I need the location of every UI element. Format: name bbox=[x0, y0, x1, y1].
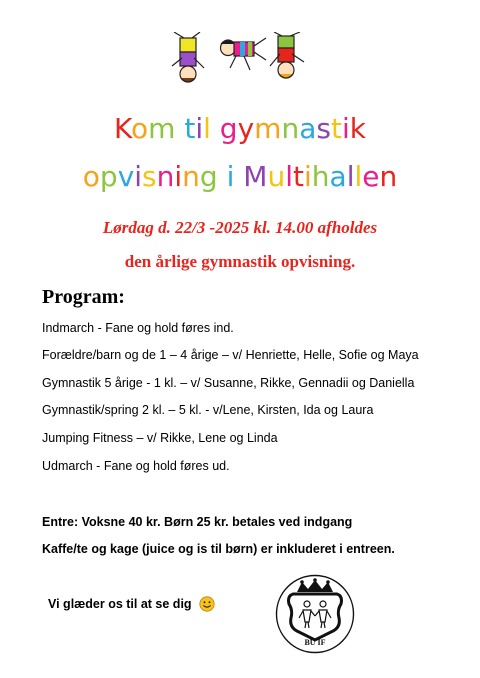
kid-3 bbox=[270, 32, 304, 78]
title-line-2: opvisning i Multihallen bbox=[82, 160, 398, 193]
logo-text: BU IF bbox=[304, 638, 326, 647]
program-heading: Program: bbox=[42, 286, 125, 308]
event-date-line: Lørdag d. 22/3 -2025 kl. 14.00 afholdes bbox=[102, 218, 378, 237]
kid-1 bbox=[172, 32, 204, 82]
program-item: Indmarch - Fane og hold føres ind. bbox=[42, 321, 234, 335]
closing-text: Vi glæder os til at se dig bbox=[48, 597, 192, 611]
club-logo bbox=[275, 574, 355, 654]
refreshments-text: Kaffe/te og kage (juice og is til børn) er inkluderet i entreen. bbox=[42, 542, 395, 556]
gymnast-kids-illustration bbox=[170, 32, 310, 88]
program-item: Udmarch - Fane og hold føres ud. bbox=[42, 459, 230, 473]
program-item: Gymnastik/spring 2 kl. – 5 kl. - v/Lene, Kirsten, Ida og Laura bbox=[42, 403, 374, 417]
entrance-fee-text: Entre: Voksne 40 kr. Børn 25 kr. betales ved indgang bbox=[42, 515, 353, 529]
program-item: Gymnastik 5 årige - 1 kl. – v/ Susanne, Rikke, Gennadii og Daniella bbox=[42, 376, 415, 390]
kid-2 bbox=[221, 38, 267, 70]
smiley-icon bbox=[199, 596, 215, 612]
title-line-1: Kom til gymnastik bbox=[114, 112, 366, 145]
program-item: Jumping Fitness – v/ Rikke, Lene og Linda bbox=[42, 431, 278, 445]
program-item: Forældre/barn og de 1 – 4 årige – v/ Henriette, Helle, Sofie og Maya bbox=[42, 348, 419, 362]
event-description-line: den årlige gymnastik opvisning. bbox=[124, 252, 356, 271]
